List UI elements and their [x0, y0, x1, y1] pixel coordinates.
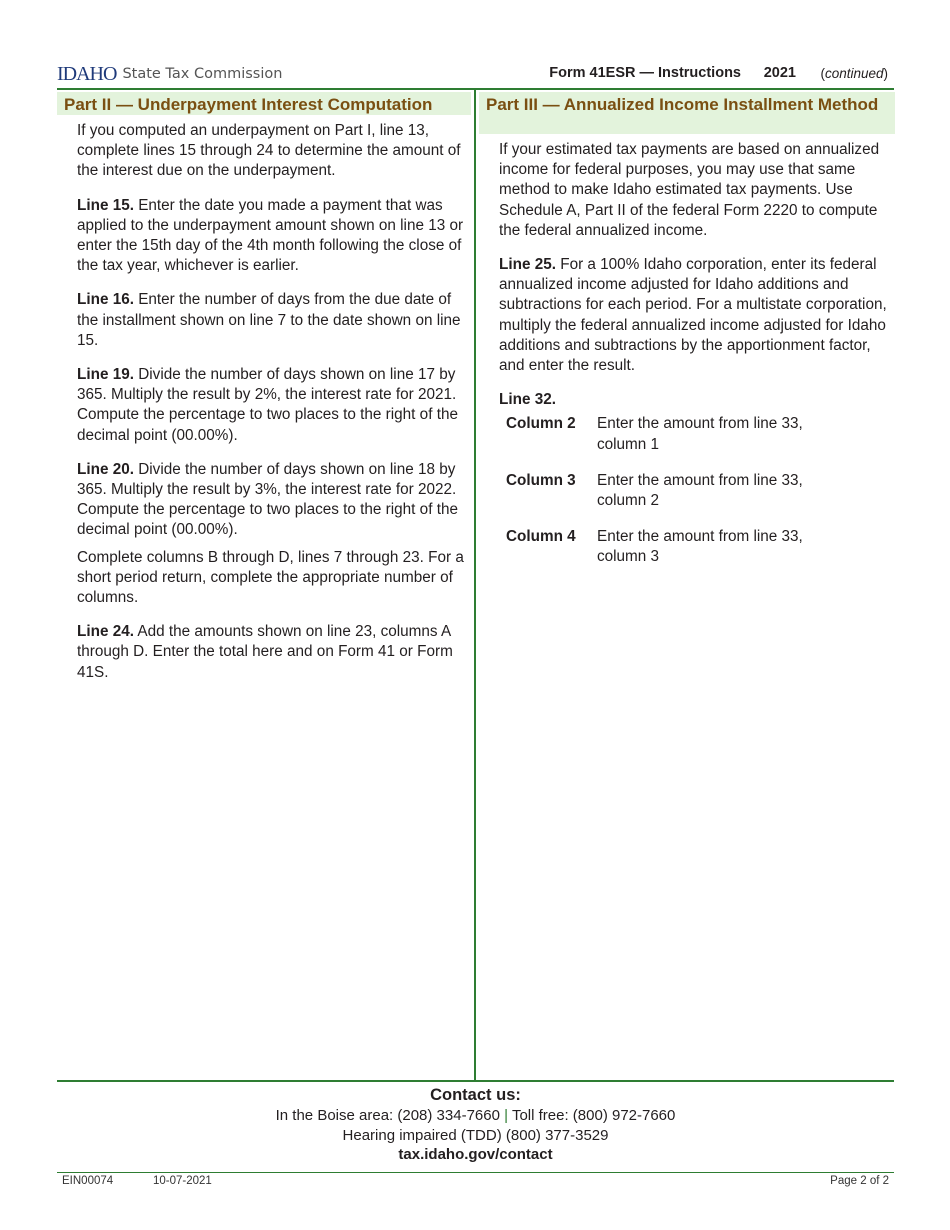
contact-title-text: Contact us [430, 1086, 516, 1104]
column-label: Column 3 [506, 471, 576, 489]
column-text: Enter the amount from line 33, column 2 [597, 471, 803, 510]
page-number: Page 2 of 2 [830, 1175, 889, 1187]
line-text: Add the amounts shown on line 23, columns A through D. Enter the total here and on Form 41 or Form 41S. [77, 623, 453, 681]
line-text: Divide the number of days shown on line 18 by 365. Multiply the result by 3%, the interest rate for 2022. Compute the percentage to two places to the right of the decimal point (00.00%). [77, 460, 458, 539]
column-label: Column 2 [506, 415, 576, 433]
line-24-instruction [77, 622, 471, 683]
columns-note: Complete columns B through D, lines 7 through 23. For a short period return, complete the appropriate number of columns. [77, 548, 464, 607]
part2-intro: If you computed an underpayment on Part I, line 13, complete lines 15 through 24 to determine the amount of the interest due on the underpayment. [77, 122, 461, 180]
form-code: EIN00074 [62, 1175, 114, 1187]
part3-column [479, 92, 895, 584]
line-19-instruction [77, 365, 471, 446]
toll-free-phone: Toll free: (800) 972-7660 [511, 1107, 676, 1124]
line-16-instruction [77, 290, 471, 351]
tdd-phone: Hearing impaired (TDD) (800) 377-3529 [342, 1126, 609, 1144]
part3-heading: Part III — Annualized Income Installment Method [479, 92, 895, 134]
part2-heading: Part II — Underpayment Interest Computation [57, 92, 471, 115]
line-32-column-row [499, 527, 895, 567]
form-title: Form 41ESR — Instructions [549, 65, 741, 81]
line-label: Line 15. [77, 196, 134, 214]
line-20-instruction [77, 460, 471, 541]
contact-block [57, 1085, 894, 1165]
line-15-instruction [77, 196, 471, 277]
line-text: For a 100% Idaho corporation, enter its federal annualized income adjusted for Idaho additions and subtractions for each period. For a multistate corporation, multiply the federal annualized income adjusted for Idaho additions and subtractions by the apportionment factor, and enter the result. [499, 256, 887, 375]
contact-heading: Contact us: [430, 1086, 521, 1104]
logo-wordmark: IDAHO [57, 62, 117, 85]
continued-note: (continued) [820, 66, 888, 81]
revision-date: 10-07-2021 [153, 1175, 212, 1187]
line-text: Enter the date you made a payment that was applied to the underpayment amount shown on line 13 or enter the 15th day of the 4th month following the close of the tax year, whichever is earlier. [77, 196, 464, 275]
line-25-instruction [499, 255, 895, 376]
column-text: Enter the amount from line 33, column 3 [597, 528, 803, 566]
column-divider [474, 90, 476, 1080]
line-32-column-row [499, 414, 895, 454]
page-header [57, 62, 894, 86]
line-32-label: Line 32. [499, 391, 556, 409]
column-label: Column 4 [506, 528, 576, 546]
contact-rule [57, 1080, 894, 1082]
idaho-logo [57, 62, 282, 86]
line-label: Line 19. [77, 366, 134, 384]
part2-body [57, 121, 471, 683]
separator: | [504, 1107, 509, 1124]
contact-link[interactable]: tax.idaho.gov/contact [398, 1146, 553, 1163]
line-32-column-row [499, 471, 895, 511]
line-label: Line 24. [77, 623, 134, 641]
boise-phone: In the Boise area: (208) 334-7660 [275, 1107, 500, 1124]
part2-column [57, 92, 471, 697]
logo-commission-name: State Tax Commission [122, 66, 283, 82]
part3-body [479, 140, 895, 568]
line-label: Line 20. [77, 460, 134, 478]
continued-text: continued [824, 66, 884, 81]
column-text: Enter the amount from line 33, column 1 [597, 415, 803, 453]
line-label: Line 16. [77, 291, 134, 309]
phone-line [57, 1106, 894, 1126]
footer-rule [57, 1172, 894, 1173]
form-year: 2021 [763, 65, 796, 81]
line-label: Line 25. [499, 256, 556, 274]
line-text: Divide the number of days shown on line 17 by 365. Multiply the result by 2%, the interest rate for 2021. Compute the percentage to two places to the right of the decimal point (00.00%). [77, 366, 458, 444]
line-text: Enter the number of days from the due date of the installment shown on line 7 to the date shown on line 15. [77, 291, 461, 349]
part3-intro: If your estimated tax payments are based on annualized income for federal purposes, you may use that same method to make Idaho estimated tax payments. Use Schedule A, Part II of the federal Form 2220 to compute the federal annualized income. [499, 141, 880, 239]
